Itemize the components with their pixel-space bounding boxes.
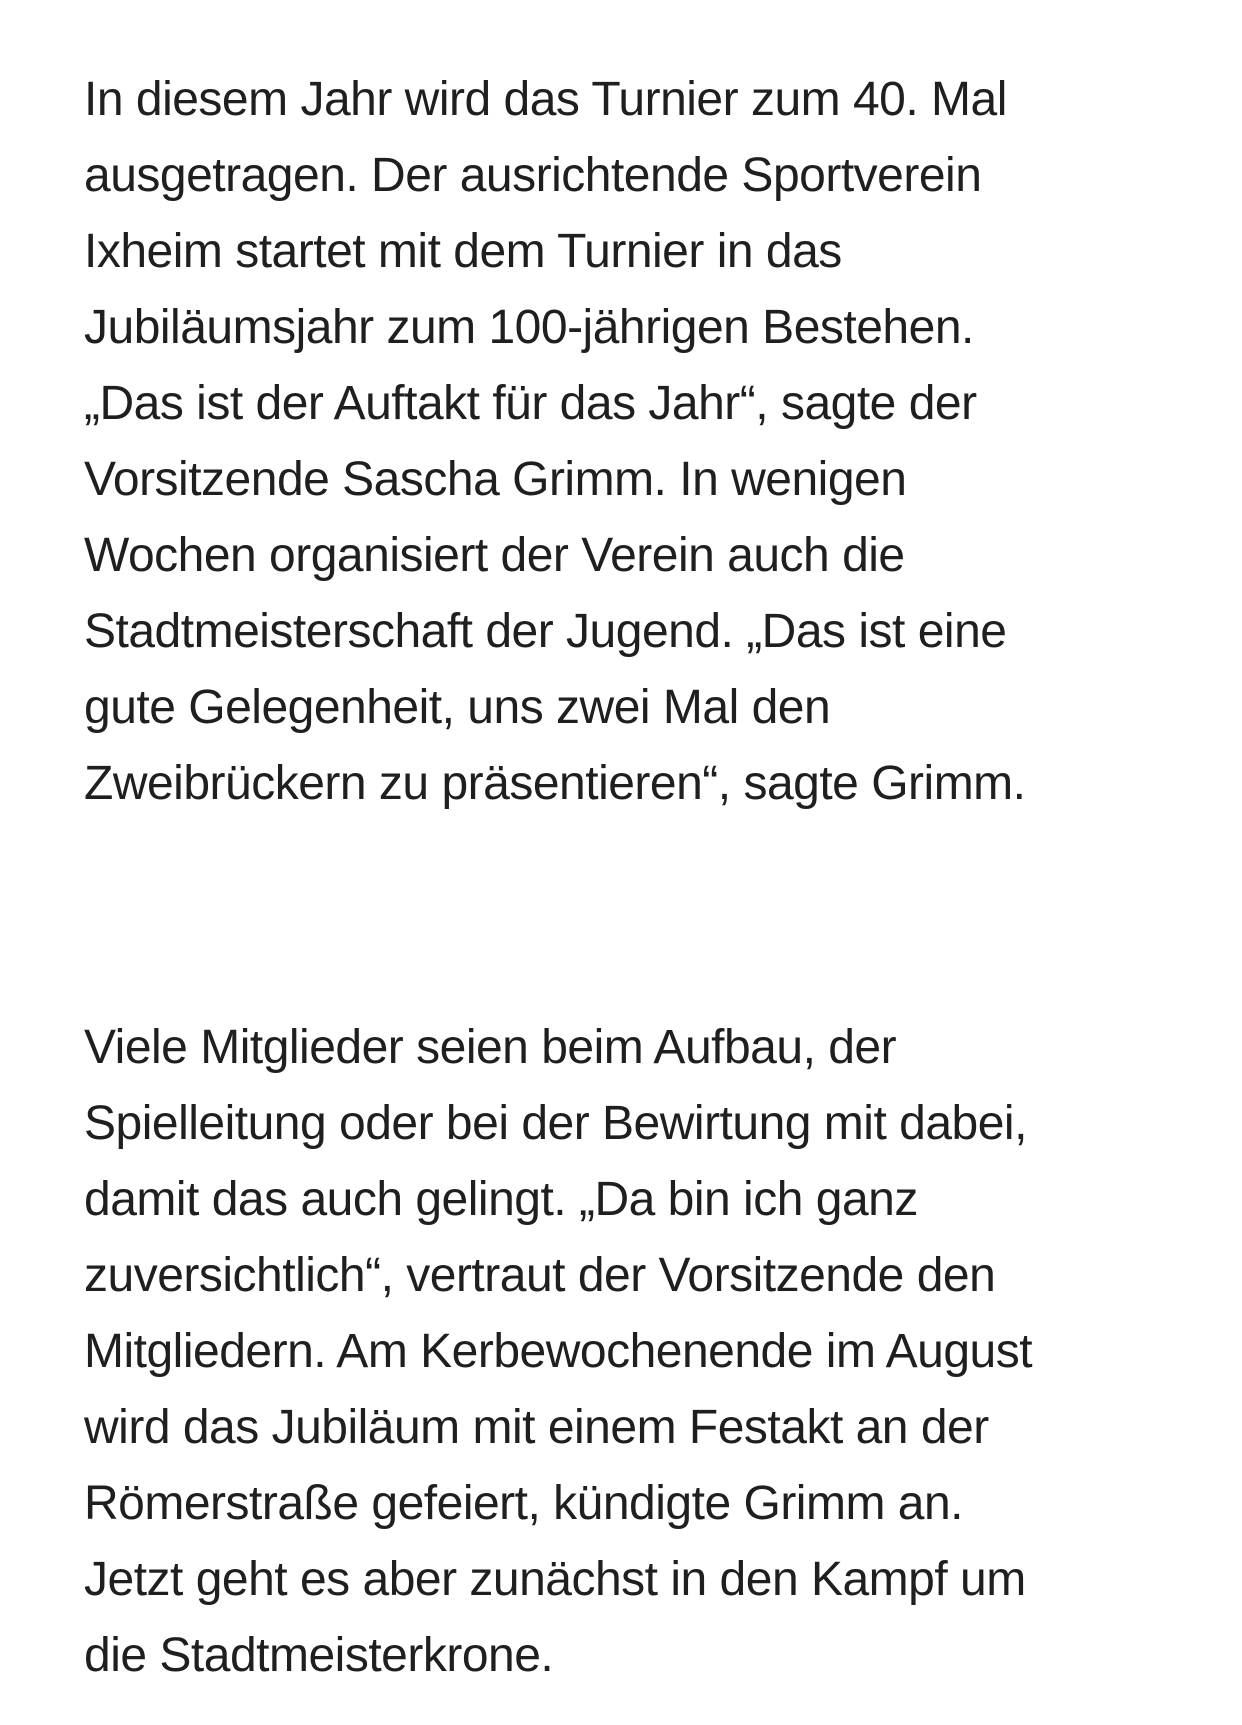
paragraph-line: gute Gelegenheit, uns zwei Mal den	[84, 681, 831, 734]
paragraph-line: Jubiläumsjahr zum 100-jährigen Bestehen.	[84, 301, 974, 354]
article-paragraph-1	[84, 62, 1184, 822]
paragraph-line: ausgetragen. Der ausrichtende Sportverein	[84, 149, 982, 202]
paragraph-line: wird das Jubiläum mit einem Festakt an der	[84, 1401, 989, 1454]
paragraph-line: Römerstraße gefeiert, kündigte Grimm an.	[84, 1477, 963, 1530]
paragraph-line: Spielleitung oder bei der Bewirtung mit dabei,	[84, 1097, 1027, 1150]
paragraph-line: Mitgliedern. Am Kerbewochenende im August	[84, 1325, 1033, 1378]
paragraph-line: Ixheim startet mit dem Turnier in das	[84, 225, 842, 278]
paragraph-line: In diesem Jahr wird das Turnier zum 40. Mal	[84, 73, 1007, 126]
paragraph-line: damit das auch gelingt. „Da bin ich ganz	[84, 1173, 918, 1226]
paragraph-line: Stadtmeisterschaft der Jugend. „Das ist eine	[84, 605, 1007, 658]
paragraph-line: die Stadtmeisterkrone.	[84, 1629, 554, 1682]
paragraph-line: zuversichtlich“, vertraut der Vorsitzende den	[84, 1249, 996, 1302]
paragraph-line: Jetzt geht es aber zunächst in den Kampf um	[84, 1553, 1026, 1606]
paragraph-line: „Das ist der Auftakt für das Jahr“, sagte der	[84, 377, 977, 430]
paragraph-line: Vorsitzende Sascha Grimm. In wenigen	[84, 453, 907, 506]
article-body	[84, 62, 1184, 1694]
paragraph-line: Wochen organisiert der Verein auch die	[84, 529, 905, 582]
article-paragraph-2	[84, 1010, 1184, 1694]
paragraph-line: Viele Mitglieder seien beim Aufbau, der	[84, 1021, 897, 1074]
paragraph-line: Zweibrückern zu präsentieren“, sagte Grimm.	[84, 757, 1026, 810]
paragraph-spacer	[84, 822, 1184, 1010]
